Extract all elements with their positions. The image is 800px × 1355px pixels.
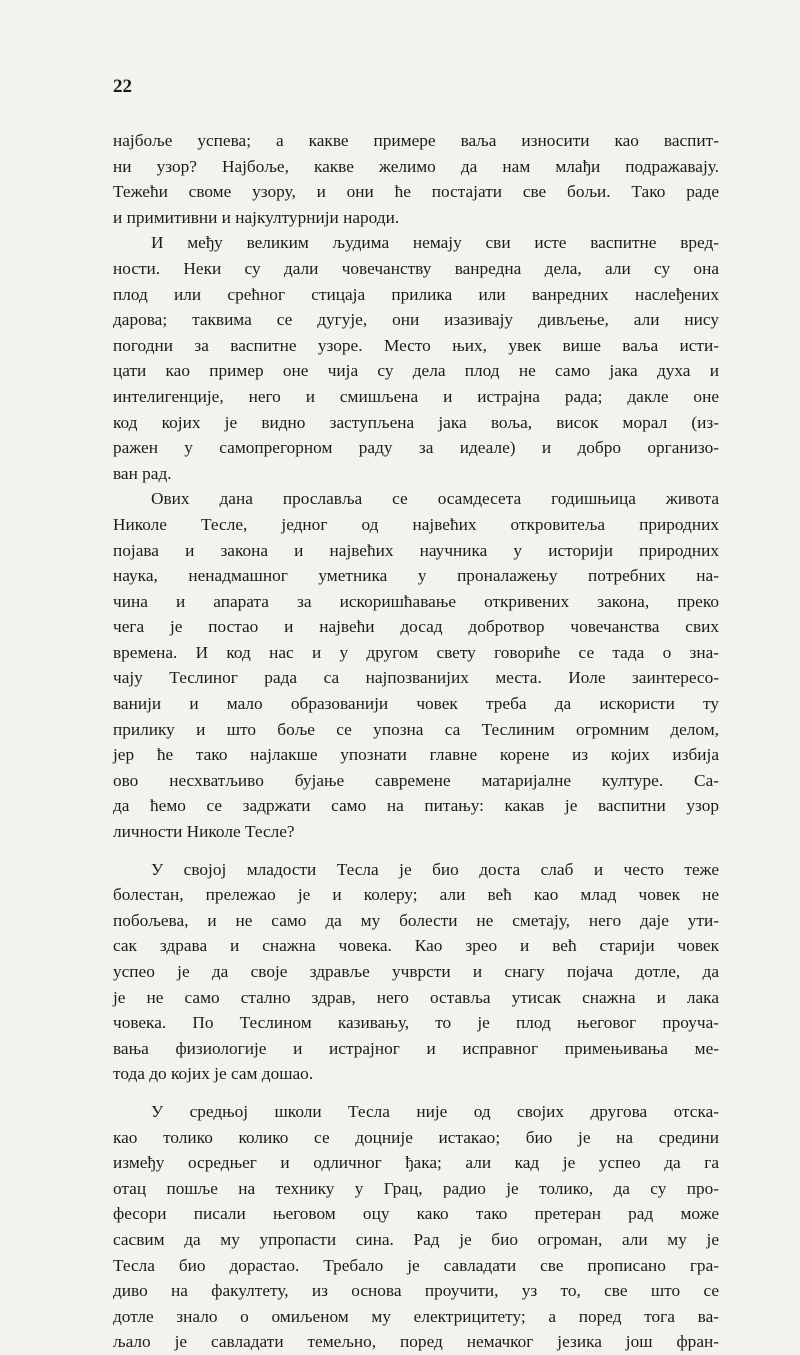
- text-line: чају Теслиног рада са најпозванијих места. Иоле заинтересо-: [113, 668, 719, 688]
- text-line: и примитивни и најкултурнији народи.: [113, 207, 400, 227]
- text-line: да ћемо се задржати само на питању: какав је васпитни узор: [113, 796, 719, 816]
- text-line: болестан, прележао је и колеру; али већ као млад човек не: [113, 885, 719, 905]
- page-number: 22: [113, 76, 132, 97]
- text-line: између осредњег и одличног ђака; али кад је успео да га: [113, 1153, 719, 1173]
- text-line: диво на факултету, из основа проучити, уз то, све што се: [113, 1281, 719, 1301]
- text-line: ности. Неки су дали човечанству ванредна дела, али су она: [113, 258, 719, 278]
- text-line: љало је савладати темељно, поред немачког језика још фран-: [113, 1332, 719, 1352]
- text-line: као толико колико се доцније истакао; био је на средини: [113, 1127, 719, 1147]
- text-line: дарова; таквима се дугује, они изазивају дивљење, али нису: [113, 310, 719, 330]
- paragraph: [113, 128, 719, 230]
- text-line: јер ће тако најлакше упознати главне корене из којих избија: [113, 745, 719, 765]
- paragraph: [113, 230, 719, 486]
- text-line: личности Николе Тесле?: [113, 822, 295, 842]
- paragraph-gap: [113, 845, 719, 857]
- text-line: ни узор? Најбоље, какве желимо да нам млађи подражавају.: [113, 156, 719, 176]
- text-line: У својој младости Тесла је био доста слаб и често теже: [151, 859, 719, 879]
- text-line: успео је да своје здравље учврсти и снагу појача дотле, да: [113, 962, 719, 981]
- body-text: [113, 128, 719, 1355]
- text-line: сасвим да му упропасти сина. Рад је био огроман, али му је: [113, 1229, 719, 1249]
- text-line: је не само стално здрав, него оставља утисак снажна и лака: [113, 987, 719, 1007]
- text-line: код којих је видно заступљена јака воља, висок морал (из-: [113, 412, 719, 432]
- text-line: појава и закона и највећих научника у историји природних: [113, 540, 719, 560]
- text-line: сак здрава и снажна човека. Као зрео и већ старији човек: [113, 936, 719, 956]
- text-line: ван рад.: [113, 463, 172, 483]
- text-line: У средњој школи Тесла није од својих другова отска-: [151, 1101, 719, 1121]
- text-line: И међу великим људима немају сви исте васпитне вред-: [151, 233, 719, 253]
- text-line: Тесла био дорастао. Требало је савладати све прописано гра-: [113, 1255, 719, 1275]
- text-line: дотле знало о омиљеном му електрицитету; а поред тога ва-: [113, 1306, 719, 1326]
- text-line: најбоље успева; а какве примере ваља износити као васпит-: [113, 131, 719, 150]
- text-line: наука, ненадмашног уметника у проналажењу потребних на-: [113, 566, 719, 586]
- text-line: тода до којих је сам дошао.: [113, 1064, 314, 1084]
- text-line: ражен у самопрегорном раду за идеале) и добро организо-: [113, 438, 719, 458]
- paragraph: [113, 1099, 719, 1355]
- text-line: ово несхватљиво бујање савремене матаријалне културе. Са-: [113, 770, 719, 790]
- text-line: човека. По Теслином казивању, то је плод његовог проуча-: [113, 1013, 719, 1033]
- paragraph: [113, 857, 719, 1087]
- text-line: прилику и што боље се упозна са Теслиним огромним делом,: [113, 719, 719, 739]
- text-line: Тежећи своме узору, и они ће постајати све бољи. Тако раде: [113, 182, 719, 202]
- text-line: интелигенције, него и смишљена и истрајна рада; дакле оне: [113, 386, 719, 406]
- text-line: плод или срећног стицаја прилика или ванредних наслеђених: [113, 284, 719, 304]
- text-line: вања физиологије и истрајног и исправног примењивања ме-: [113, 1038, 719, 1058]
- text-line: фесори писали његовом оцу како тако претеран рад може: [113, 1204, 719, 1224]
- text-line: Николе Тесле, једног од највећих откровитеља природних: [113, 514, 719, 534]
- text-line: времена. И код нас и у другом свету говориће се тада о зна-: [113, 642, 719, 662]
- text-line: чина и апарата за искоришћавање откривених закона, преко: [113, 591, 719, 611]
- text-line: цати као пример оне чија су дела плод не само јака духа и: [113, 361, 719, 381]
- text-line: чега је постао и највећи досад добротвор човечанства свих: [113, 617, 719, 637]
- paragraph: [113, 486, 719, 844]
- paragraph-gap: [113, 1087, 719, 1099]
- text-line: ванији и мало образованији човек треба да искористи ту: [113, 694, 719, 714]
- text-line: побољева, и не само да му болести не сметају, него даје ути-: [113, 910, 719, 930]
- text-line: Ових дана прославља се осамдесета годишњица живота: [151, 489, 719, 509]
- text-line: погодни за васпитне узоре. Место њих, увек више ваља исти-: [113, 335, 719, 355]
- text-line: отац пошље на технику у Грац, радио је толико, да су про-: [113, 1178, 719, 1198]
